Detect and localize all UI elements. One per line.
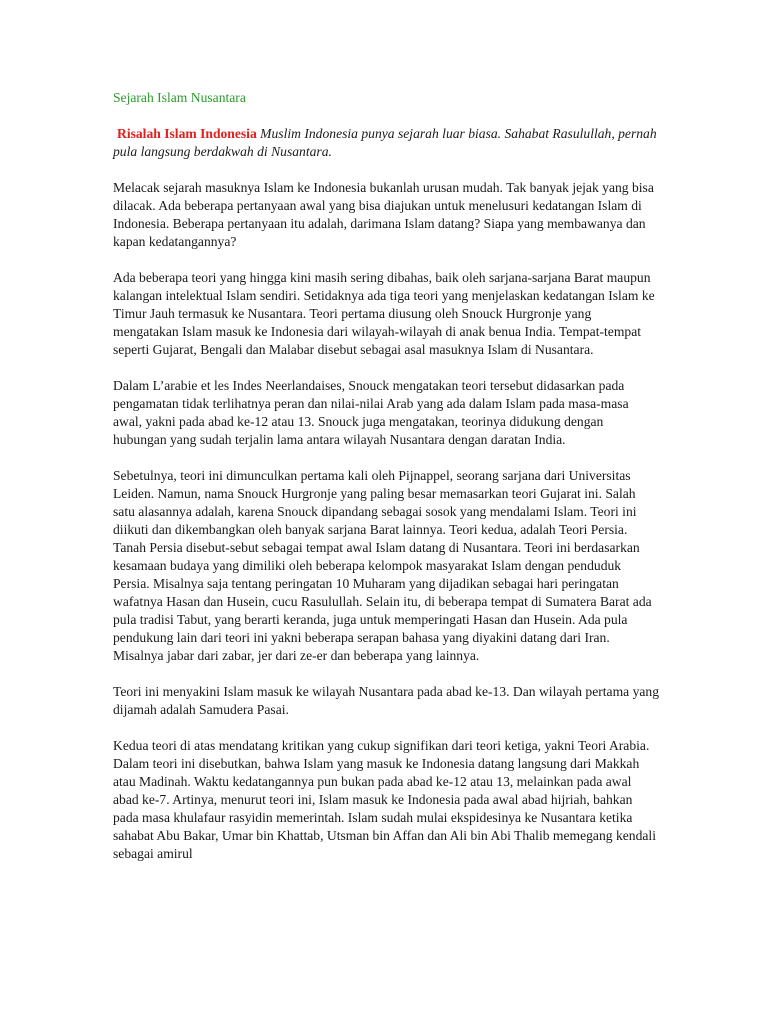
- body-paragraph: Ada beberapa teori yang hingga kini masih sering dibahas, baik oleh sarjana-sarjana Barat maupun kalangan intelektual Islam sendiri. Setidaknya ada tiga teori yang menjelaskan kedatangan Islam ke Timur Jauh termasuk ke Nusantara. Teori pertama diusung oleh Snouck Hurgronje yang mengatakan Islam masuk ke Indonesia dari wilayah-wilayah di anak benua India. Tempat-tempat seperti Gujarat, Bengali dan Malabar disebut sebagai asal masuknya Islam di Nusantara.: [113, 270, 655, 357]
- body-paragraph: Dalam L’arabie et les Indes Neerlandaises, Snouck mengatakan teori tersebut didasarkan pada pengamatan tidak terlihatnya peran dan nilai-nilai Arab yang ada dalam Islam pada masa-masa awal, yakni pada abad ke-12 atau 13. Snouck juga mengatakan, teorinya didukung dengan hubungan yang sudah terjalin lama antara wilayah Nusantara dengan daratan India.: [113, 378, 629, 447]
- body-paragraph: Sebetulnya, teori ini dimunculkan pertama kali oleh Pijnappel, seorang sarjana dari Universitas Leiden. Namun, nama Snouck Hurgronje yang paling besar memasarkan teori Gujarat ini. Salah satu alasannya adalah, karena Snouck dipandang sebagai sosok yang mendalami Islam. Teori ini diikuti dan dikembangkan oleh banyak sarjana Barat lainnya. Teori kedua, adalah Teori Persia. Tanah Persia disebut-sebut sebagai tempat awal Islam datang di Nusantara. Teori ini berdasarkan kesamaan budaya yang dimiliki oleh beberapa kelompok masyarakat Islam dengan penduduk Persia. Misalnya saja tentang peringatan 10 Muharam yang dijadikan sebagai hari peringatan wafatnya Hasan dan Husein, cucu Rasulullah. Selain itu, di beberapa tempat di Sumatera Barat ada pula tradisi Tabut, yang berarti keranda, juga untuk memperingati Hasan dan Husein. Ada pula pendukung lain dari teori ini yakni beberapa serapan bahasa yang diyakini datang dari Iran. Misalnya jabar dari zabar, jer dari ze-er dan beberapa yang lainnya.: [113, 468, 652, 663]
- lead-text: Muslim Indonesia punya sejarah luar biasa. Sahabat Rasulullah, pernah pula langsung berdakwah di Nusantara.: [113, 126, 657, 159]
- lead-label: Risalah Islam Indonesia: [117, 126, 257, 141]
- document-title: Sejarah Islam Nusantara: [113, 90, 246, 105]
- document-page: [113, 89, 659, 881]
- lead-paragraph: [113, 125, 659, 161]
- body-paragraph: Teori ini menyakini Islam masuk ke wilayah Nusantara pada abad ke-13. Dan wilayah pertama yang dijamah adalah Samudera Pasai.: [113, 684, 660, 717]
- body-paragraph: Melacak sejarah masuknya Islam ke Indonesia bukanlah urusan mudah. Tak banyak jejak yang bisa dilacak. Ada beberapa pertanyaan awal yang bisa diajukan untuk menelusuri kedatangan Islam di Indonesia. Beberapa pertanyaan itu adalah, darimana Islam datang? Siapa yang membawanya dan kapan kedatangannya?: [113, 180, 654, 249]
- body-paragraph: Kedua teori di atas mendatang kritikan yang cukup signifikan dari teori ketiga, yakni Teori Arabia. Dalam teori ini disebutkan, bahwa Islam yang masuk ke Indonesia datang langsung dari Makkah atau Madinah. Waktu kedatangannya pun bukan pada abad ke-12 atau 13, melainkan pada awal abad ke-7. Artinya, menurut teori ini, Islam masuk ke Indonesia pada awal abad hijriah, bahkan pada masa khulafaur rasyidin memerintah. Islam sudah mulai ekspidesinya ke Nusantara ketika sahabat Abu Bakar, Umar bin Khattab, Utsman bin Affan dan Ali bin Abi Thalib memegang kendali sebagai amirul: [113, 738, 656, 861]
